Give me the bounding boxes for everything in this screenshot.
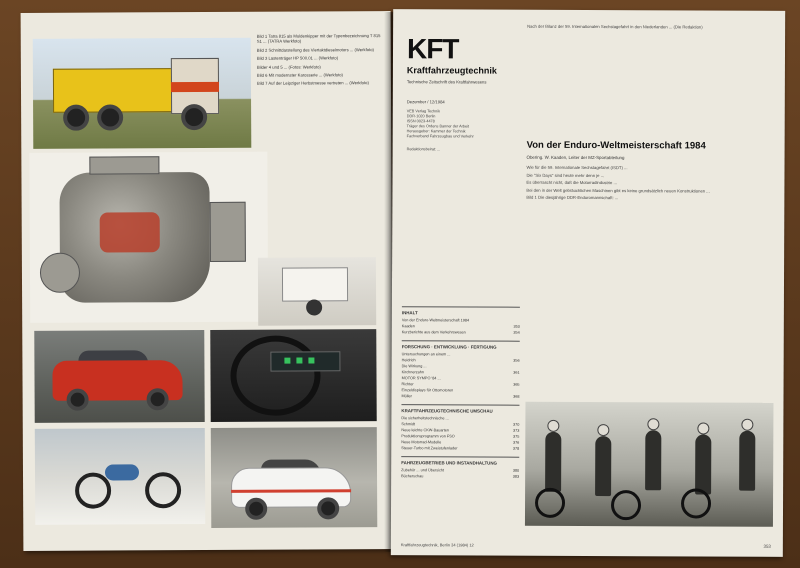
dump-truck-photo — [33, 38, 252, 149]
article-paragraph: Die "Six Days" sind heute mehr denn je ... — [526, 172, 605, 178]
car-wheel — [67, 389, 89, 411]
dashboard-led — [296, 358, 302, 364]
toc-item: Kirchnerzahn 361 — [401, 370, 520, 375]
engine-cutaway-illustration — [29, 152, 268, 323]
toc-item: Kurzberichte aus dem Verkehrswesen 354 — [401, 330, 520, 335]
article-paragraph: Bei den in der Welt gebräuchlichen Maschinen gibt es keine grundsätzlich neuen Konstruktionen ... — [526, 187, 710, 194]
publisher-line: ISSN 0023-4478 — [406, 119, 435, 124]
photo-caption: Bild 1 Die diesjährige DDR-Enduromannschaft: ... — [526, 194, 619, 201]
rider — [595, 436, 611, 496]
dashboard-led — [308, 357, 314, 363]
toc-section-heading: KRAFTFAHRZEUGTECHNISCHE UMSCHAU — [401, 404, 519, 414]
rider-helmet — [697, 422, 709, 434]
kft-logo: KFT — [406, 33, 459, 65]
toc-item: Schmidt 370 — [401, 422, 520, 427]
article-body — [526, 165, 774, 204]
toc-item: Von der Enduro-Weltmeisterschaft 1984 — [401, 318, 470, 323]
engine-red-section — [100, 212, 160, 252]
trailer-wheel — [306, 299, 322, 315]
bike-wheel — [535, 488, 565, 518]
red-car-photo — [34, 330, 204, 423]
publisher-line: DDR-1020 Berlin — [406, 114, 436, 119]
rider — [545, 432, 561, 492]
steering-wheel — [230, 335, 320, 415]
rider-helmet — [741, 419, 753, 431]
right-magazine-page — [391, 9, 785, 557]
toc-item: Müller 368 — [401, 394, 520, 399]
toc-item: Kaaden 353 — [401, 324, 520, 329]
motorcycle-wheel — [75, 473, 111, 509]
toc-item: Einzeldisplays für Ottomotoren — [401, 388, 454, 393]
toc-item: MOTOR SYMPO '84 ... — [401, 376, 441, 381]
motorcycle-tank — [105, 464, 139, 480]
article-byline: Obering. W. Kaaden, Leiter der MZ-Sportabteilung — [526, 154, 625, 161]
table-of-contents — [401, 301, 520, 481]
publisher-line: Träger des Ordens Banner der Arbeit — [406, 124, 470, 129]
enduro-team-photo — [525, 402, 774, 527]
toc-item: Zubehör ... und Übersicht 380 — [401, 468, 520, 473]
car-stripe — [231, 489, 351, 493]
bike-wheel — [681, 488, 711, 518]
publisher-block — [407, 109, 517, 139]
toc-section-heading: FORSCHUNG · ENTWICKLUNG · FERTIGUNG — [402, 340, 520, 350]
toc-item: Produktionsprogramm von FSO 375 — [401, 434, 520, 439]
toc-item: Heidrich 356 — [401, 358, 520, 363]
magazine-tagline: Technische Zeitschrift des Kraftfahrwesens — [406, 79, 487, 85]
captions-column — [257, 33, 383, 90]
trailer-photo — [258, 257, 376, 326]
toc-item: Neue leichte CKW-Bauarten 373 — [401, 428, 520, 433]
right-page-number: 353 — [763, 543, 771, 549]
dashboard-photo — [210, 329, 376, 422]
car-wheel — [245, 498, 267, 520]
publisher-line: VEB Verlag Technik — [406, 109, 441, 114]
dashboard-led — [284, 358, 290, 364]
article-headline: Von der Enduro-Weltmeisterschaft 1984 — [526, 139, 706, 152]
truck-wheel — [63, 105, 89, 131]
truck-wheel — [97, 104, 123, 130]
car-wheel — [147, 388, 169, 410]
caption-1: Bild 1 Tatra 815 als Muldenkipper mit der Typenbezeichnung T 815 S1 ... (TATRA Werkfoto) — [256, 33, 381, 45]
toc-heading: INHALT — [402, 306, 520, 316]
engine-flywheel — [40, 253, 80, 293]
caption-2: Bild 2 Schnittdarstellung des Viertaktdieselmotors ... (Werkfoto) — [256, 46, 374, 53]
toc-item: Neue Motorrad-Modelle 376 — [401, 440, 520, 445]
magazine-title: Kraftfahrzeugtechnik — [406, 65, 497, 76]
rider — [645, 430, 661, 490]
toc-item: Die sicherheitstechnische ... — [401, 416, 449, 421]
trailer-box — [282, 267, 348, 301]
caption-3: Bild 3 Lastenträger HP 500.01 ... (Werkfoto) — [256, 55, 339, 61]
rider — [739, 431, 755, 491]
white-car-photo — [211, 427, 378, 528]
rider-helmet — [547, 420, 559, 432]
rider-helmet — [647, 418, 659, 430]
instrument-panel — [270, 351, 340, 371]
car-wheel — [317, 497, 339, 519]
intro-text: Nach der Bilanz der 59. Internationalen Sechstagefahrt in den Niederlanden ... (Die Redaktion) — [527, 23, 703, 30]
rider — [695, 434, 711, 494]
toc-item: Untersuchungen an einem ... — [401, 352, 451, 357]
motorcycle-wheel — [145, 472, 181, 508]
bike-wheel — [611, 490, 641, 520]
left-magazine-page — [21, 11, 394, 551]
toc-item: Richter 365 — [401, 382, 520, 387]
truck-wheel — [181, 104, 207, 130]
engine-radiator — [210, 202, 246, 262]
editorial-board: Redaktionsbeirat: ... — [406, 147, 441, 152]
caption-6: Bild 7 Auf der Leipziger Herbstmesse vertreten ... (Werkfoto) — [256, 80, 369, 87]
article-paragraph: Wie für die 59. Internationale Sechstagefahrt (ISDT) ... — [526, 164, 628, 171]
engine-manifold — [89, 156, 159, 174]
publisher-line: Fachverband Fahrzeugbau und Verkehr — [406, 134, 474, 139]
toc-item: Bücherschau 383 — [401, 474, 520, 479]
toc-item: Die Wirkung ... — [401, 364, 427, 369]
caption-4: Bilder 4 und 5 ... (Fotos: Werkfoto) — [256, 64, 321, 70]
article-paragraph: Es überrascht nicht, daß die Motorradindustrie ... — [526, 179, 617, 186]
toc-item: Steuer-Turbo mit Zweistufenlader 378 — [401, 446, 520, 451]
issue-label: Dezember / 12/1984 — [406, 99, 445, 105]
motorcycle-photo — [35, 428, 206, 525]
rider-helmet — [597, 424, 609, 436]
footer-citation: Kraftfahrzeugtechnik, Berlin 34 (1984) 12 — [400, 542, 474, 548]
publisher-line: Herausgeber: Kammer der Technik — [406, 129, 466, 134]
toc-section-heading: FAHRZEUGBETRIEB UND INSTANDHALTUNG — [401, 456, 519, 466]
caption-5: Bild 6 Mit modernster Karosserie ... (Werkfoto) — [256, 72, 343, 78]
truck-cab-stripe — [171, 82, 219, 92]
